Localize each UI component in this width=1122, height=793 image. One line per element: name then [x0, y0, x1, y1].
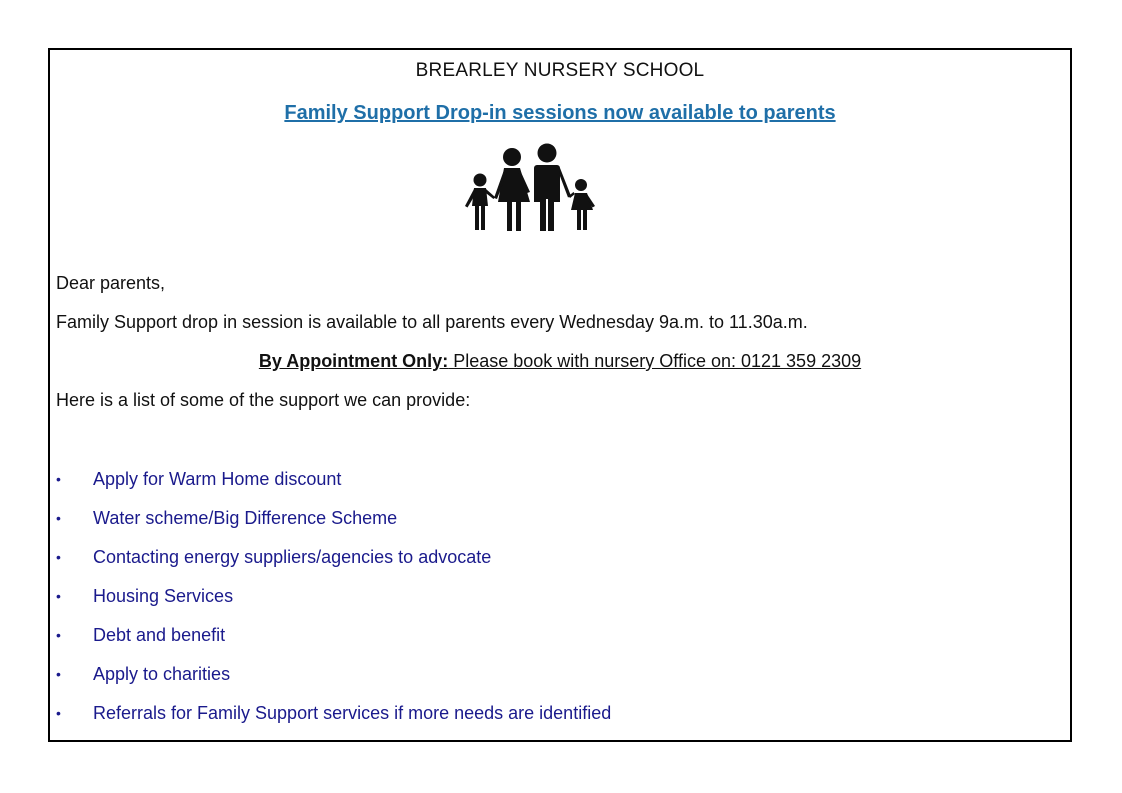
bullet-icon: • — [56, 588, 61, 604]
bullet-icon: • — [56, 471, 61, 487]
greeting: Dear parents, — [56, 273, 166, 293]
bullet-icon: • — [56, 627, 61, 643]
bullet-icon: • — [56, 705, 61, 721]
bullet-icon: • — [56, 510, 61, 526]
list-intro: Here is a list of some of the support we can provide: — [56, 390, 471, 410]
appointment-text: Please book with nursery Office on: 0121 359 2309 — [448, 351, 862, 371]
flyer-frame: BREARLEY NURSERY SCHOOL Family Support Drop-in sessions now available to parents Dear parents, Family Support drop in session is available to all parents every Wednesday 9a.m. to 11.30a.m. By Appointment Only: Please book with nursery Office on: 0121 359 2309 Here is a list of some of the support we can provide: • Apply for Warm Home discount • Water scheme/Big Difference Scheme • Contacting energy suppliers/agencies to advocate • Housing Services • Debt and benefit • Apply to charities • Referrals for Family Support services if more needs are identified — [48, 48, 1072, 742]
family-icon — [462, 143, 598, 235]
bullet-icon: • — [56, 666, 61, 682]
school-name: BREARLEY NURSERY SCHOOL — [415, 60, 705, 81]
appointment-line — [50, 351, 1070, 372]
intro-text: Family Support drop in session is available to all parents every Wednesday 9a.m. to 11.30a.m. — [56, 312, 808, 332]
headline: Family Support Drop-in sessions now available to parents — [284, 102, 836, 124]
appointment-label: By Appointment Only: — [258, 351, 449, 371]
bullet-icon: • — [56, 549, 61, 565]
